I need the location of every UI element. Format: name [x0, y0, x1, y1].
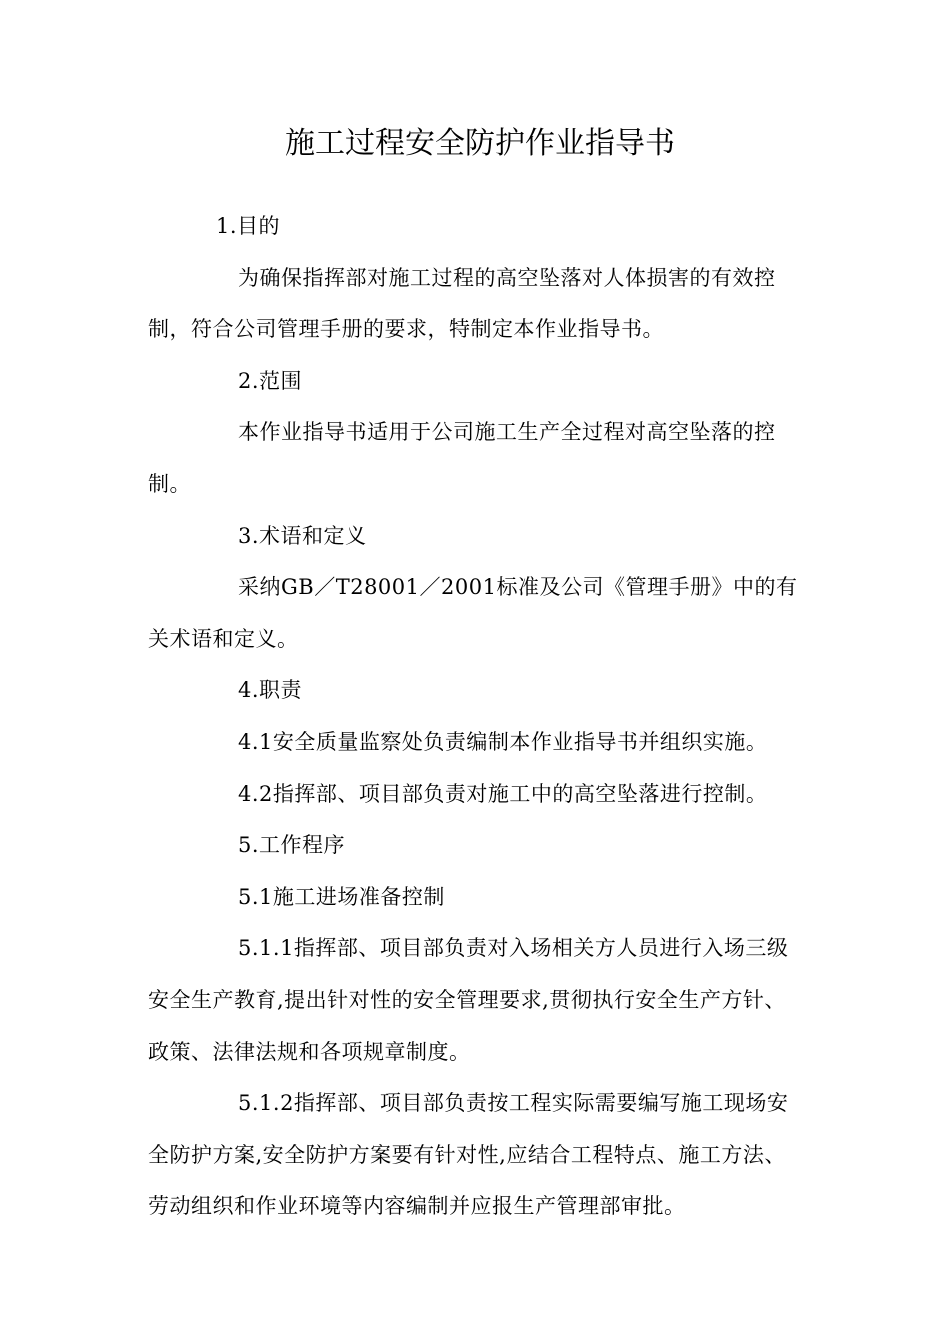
section-heading-scope: 2.范围: [238, 368, 303, 393]
section-heading-procedure: 5.工作程序: [238, 833, 346, 858]
paragraph-5-1-1: 5.1.1指挥部、项目部负责对入场相关方人员进行入场三级安全生产教育,提出针对性的安全管理要求,贯彻执行安全生产方针、政策、法律法规和各项规章制度。: [148, 936, 789, 1064]
document-title: 施工过程安全防护作业指导书: [285, 126, 675, 161]
paragraph-purpose: 为确保指挥部对施工过程的高空坠落对人体损害的有效控制，符合公司管理手册的要求，特制定本作业指导书。: [148, 265, 776, 342]
subsection-heading-5-1: 5.1施工进场准备控制: [238, 884, 445, 909]
section-heading-terms: 3.术语和定义: [238, 523, 367, 548]
section-heading-purpose: 1.目的: [216, 214, 281, 238]
paragraph-terms: 采纳GB／T28001／2001标准及公司《管理手册》中的有关术语和定义。: [148, 575, 798, 651]
paragraph-scope: 本作业指导书适用于公司施工生产全过程对高空坠落的控制。: [148, 420, 776, 496]
section-heading-responsibilities: 4.职责: [238, 678, 303, 703]
paragraph-responsibility-4-2: 4.2指挥部、项目部负责对施工中的高空坠落进行控制。: [238, 781, 768, 806]
paragraph-responsibility-4-1: 4.1安全质量监察处负责编制本作业指导书并组织实施。: [238, 729, 768, 754]
paragraph-5-1-2: 5.1.2指挥部、项目部负责按工程实际需要编写施工现场安全防护方案,安全防护方案要有针对性,应结合工程特点、施工方法、劳动组织和作业环境等内容编制并应报生产管理部审批。: [148, 1091, 789, 1219]
